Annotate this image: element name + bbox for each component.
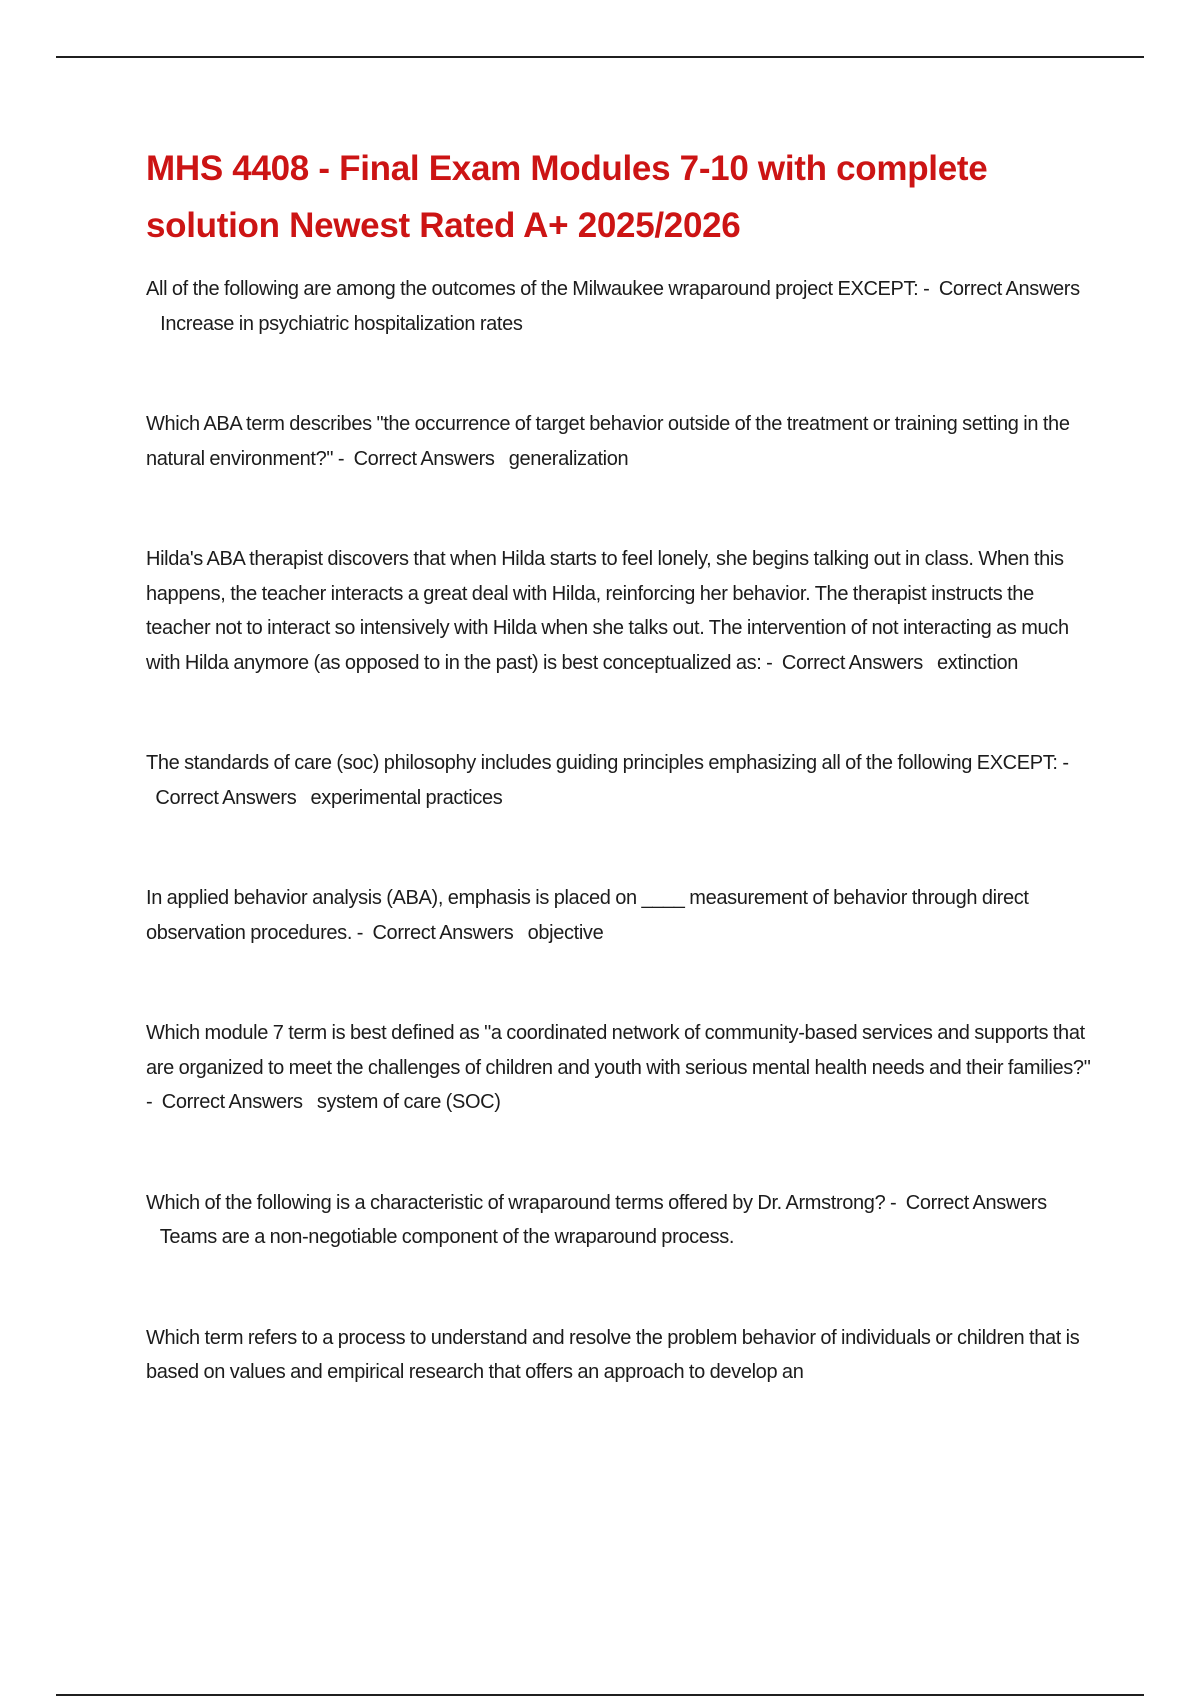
question-text: Which module 7 term is best defined as "a coordinated network of community-based services and supports that are organized to meet the challenges of children and youth with serious mental health needs and their families?" - (146, 1022, 1091, 1113)
answer-label: Correct Answers (372, 921, 514, 944)
top-rule (56, 56, 1144, 58)
answer-label: Correct Answers (781, 651, 923, 674)
qa-item (146, 1186, 1096, 1255)
qa-item-partial (146, 1321, 1096, 1390)
answer-text: Increase in psychiatric hospitalization rates (160, 312, 523, 335)
answer-text: objective (527, 921, 604, 944)
question-text: Hilda's ABA therapist discovers that when Hilda starts to feel lonely, she begins talking out in class. When this happens, the teacher interacts a great deal with Hilda, reinforcing her behavior. The therapist instructs the teacher not to interact so intensively with Hilda when she talks out. The intervention of not interacting as much with Hilda anymore (as opposed to in the past) is best conceptualized as: - (146, 548, 1069, 674)
answer-label: Correct Answers (938, 278, 1080, 300)
bottom-rule (56, 1694, 1144, 1696)
answer-label: Correct Answers (353, 447, 495, 470)
answer-text: generalization (508, 447, 629, 470)
question-text: Which ABA term describes "the occurrence of target behavior outside of the treatment or training setting in the natural environment?" - (146, 413, 1070, 470)
question-text: The standards of care (soc) philosophy includes guiding principles emphasizing all of the following EXCEPT: - (146, 752, 1069, 774)
question-text: Which of the following is a characteristic of wraparound terms offered by Dr. Armstrong? - (146, 1191, 897, 1214)
answer-text: extinction (937, 651, 1019, 674)
qa-item (146, 746, 1096, 815)
document-title: MHS 4408 - Final Exam Modules 7-10 with complete solution Newest Rated A+ 2025/2026 (146, 149, 988, 245)
answer-label: Correct Answers (161, 1091, 303, 1113)
question-text: In applied behavior analysis (ABA), emphasis is placed on ____ measurement of behavior through direct observation procedures. - (146, 887, 1029, 944)
question-text: All of the following are among the outcomes of the Milwaukee wraparound project EXCEPT: - (146, 278, 930, 300)
qa-item (146, 407, 1096, 476)
answer-text: experimental practices (310, 786, 503, 809)
qa-item (146, 272, 1096, 341)
document-body (146, 140, 1096, 1390)
answer-text: Teams are a non-negotiable component of the wraparound process. (159, 1226, 735, 1248)
answer-text: system of care (SOC) (316, 1091, 501, 1113)
qa-item (146, 542, 1096, 680)
qa-item (146, 881, 1096, 950)
answer-label: Correct Answers (155, 786, 297, 809)
answer-label: Correct Answers (905, 1191, 1047, 1214)
question-text: Which term refers to a process to understand and resolve the problem behavior of individuals or children that is based on values and empirical research that offers an approach to develop an (146, 1326, 1080, 1383)
qa-item (146, 1016, 1096, 1120)
